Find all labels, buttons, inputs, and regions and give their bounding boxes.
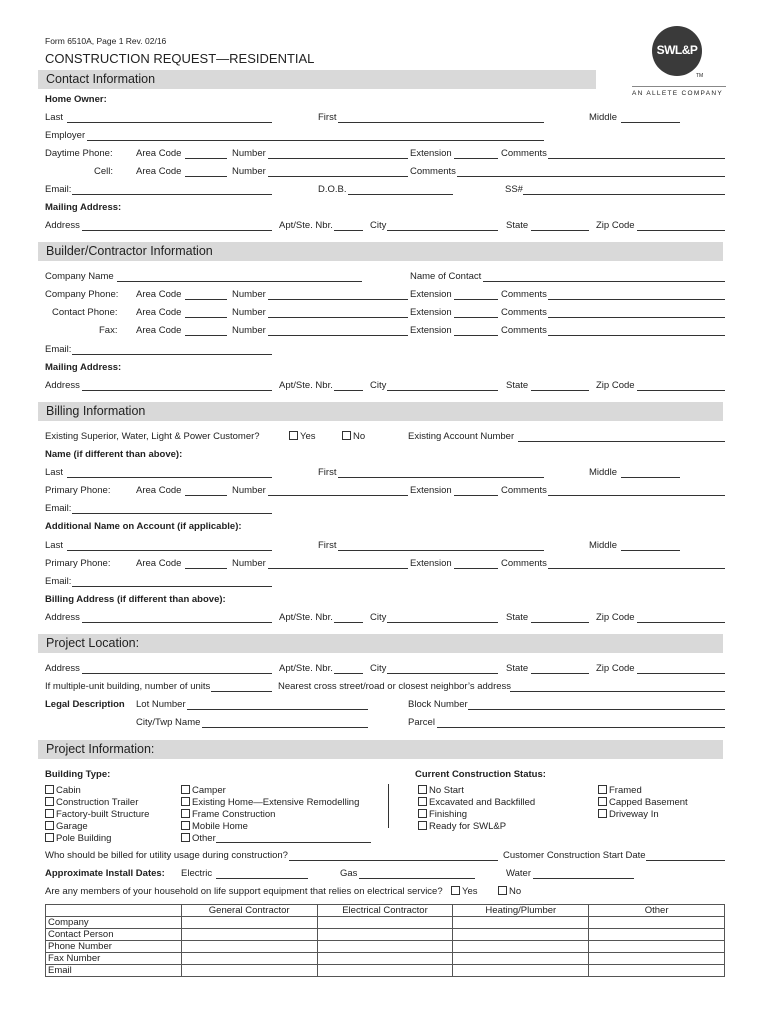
section-title: Contact Information: [46, 72, 156, 86]
fax-area-code-field[interactable]: [185, 335, 227, 336]
additional-first-field[interactable]: [338, 550, 544, 551]
comments-label: Comments: [501, 289, 547, 300]
legal-description-label: Legal Description: [45, 699, 125, 710]
building-type-other[interactable]: [181, 833, 216, 844]
form-number: Form 6510A, Page 1 Rev. 02/16: [45, 36, 167, 46]
extension-label: Extension: [410, 148, 452, 159]
checkbox-icon: [418, 821, 427, 830]
state-label: State: [506, 380, 529, 391]
life-support-no[interactable]: [498, 886, 521, 897]
billing-number-field[interactable]: [268, 495, 408, 496]
area-code-label: Area Code: [136, 289, 182, 300]
company-comments-field[interactable]: [548, 299, 725, 300]
electric-date-field[interactable]: [216, 878, 308, 879]
fax-comments-field[interactable]: [548, 335, 725, 336]
table-cell[interactable]: [317, 941, 453, 953]
water-date-field[interactable]: [533, 878, 634, 879]
name-if-different-heading: Name (if different than above):: [45, 449, 183, 460]
cell-comments-field[interactable]: [457, 176, 725, 177]
email-label: Email:: [45, 503, 72, 514]
parcel-field[interactable]: [437, 727, 725, 728]
middle-label: Middle: [589, 467, 617, 478]
checkbox-icon: [289, 431, 298, 440]
location-zip-field[interactable]: [637, 673, 725, 674]
fax-extension-field[interactable]: [454, 335, 498, 336]
location-state-field[interactable]: [531, 673, 589, 674]
last-label: Last: [45, 112, 63, 123]
checkbox-icon: [598, 809, 607, 818]
builder-email-field[interactable]: [72, 354, 272, 355]
checkbox-icon: [45, 785, 54, 794]
table-header: Heating/Plumber: [453, 905, 589, 917]
additional-email-field[interactable]: [72, 586, 272, 587]
contractor-table: [45, 904, 725, 977]
option-label: Cabin: [56, 785, 81, 796]
existing-customer-no[interactable]: [342, 431, 365, 442]
table-cell[interactable]: [317, 953, 453, 965]
location-address-field[interactable]: [82, 673, 272, 674]
company-logo: [652, 26, 702, 76]
extension-label: Extension: [410, 307, 452, 318]
checkbox-icon: [342, 431, 351, 440]
option-label: Factory-built Structure: [56, 809, 150, 820]
current-status-heading: Current Construction Status:: [415, 769, 546, 780]
table-header: [46, 905, 182, 917]
builder-apt-field[interactable]: [334, 390, 363, 391]
billing-extension-field[interactable]: [454, 495, 498, 496]
electric-label: Electric: [181, 868, 213, 879]
checkbox-icon: [45, 833, 54, 842]
employer-field[interactable]: [87, 140, 544, 141]
company-number-field[interactable]: [268, 299, 408, 300]
checkbox-icon: [181, 833, 190, 842]
state-field[interactable]: [531, 230, 589, 231]
block-number-label: Block Number: [408, 699, 468, 710]
area-code-label: Area Code: [136, 307, 182, 318]
additional-name-heading: Additional Name on Account (if applicable):: [45, 521, 242, 532]
option-label: Finishing: [429, 809, 468, 820]
existing-account-label: Existing Account Number: [408, 431, 515, 442]
building-type-other-field[interactable]: [216, 842, 371, 843]
lot-number-field[interactable]: [187, 709, 368, 710]
additional-comments-field[interactable]: [548, 568, 725, 569]
option-label: Excavated and Backfilled: [429, 797, 536, 808]
city-twp-label: City/Twp Name: [136, 717, 201, 728]
checkbox-icon: [598, 785, 607, 794]
dob-field[interactable]: [348, 194, 453, 195]
middle-label: Middle: [589, 540, 617, 551]
install-dates-label: Approximate Install Dates:: [45, 868, 165, 879]
area-code-label: Area Code: [136, 558, 182, 569]
multi-unit-field[interactable]: [211, 691, 272, 692]
checkbox-icon: [418, 797, 427, 806]
table-header: General Contractor: [181, 905, 317, 917]
section-title: Project Location:: [46, 636, 140, 650]
apt-label: Apt/Ste. Nbr.: [279, 380, 333, 391]
existing-account-field[interactable]: [518, 441, 725, 442]
lot-number-label: Lot Number: [136, 699, 186, 710]
extension-label: Extension: [410, 558, 452, 569]
section-title: Project Information:: [46, 742, 155, 756]
existing-customer-yes[interactable]: [289, 431, 316, 442]
checkbox-icon: [498, 886, 507, 895]
billing-middle-field[interactable]: [621, 477, 680, 478]
status-framed[interactable]: [598, 785, 642, 796]
table-cell[interactable]: [181, 917, 317, 929]
additional-area-code-field[interactable]: [185, 568, 227, 569]
row-label: Contact Person: [46, 929, 182, 941]
page-title: CONSTRUCTION REQUEST—RESIDENTIAL: [45, 51, 315, 66]
comments-label: Comments: [501, 307, 547, 318]
cell-label: Cell:: [94, 166, 114, 177]
cell-area-code-field[interactable]: [185, 176, 227, 177]
dob-label: D.O.B.: [318, 184, 347, 195]
company-name-field[interactable]: [117, 281, 362, 282]
yes-label: Yes: [300, 431, 316, 442]
building-type-mobile-home[interactable]: [181, 821, 248, 832]
option-label: Camper: [192, 785, 226, 796]
checkbox-icon: [45, 809, 54, 818]
no-label: No: [509, 886, 522, 897]
parcel-label: Parcel: [408, 717, 435, 728]
company-area-code-field[interactable]: [185, 299, 227, 300]
apt-label: Apt/Ste. Nbr.: [279, 612, 333, 623]
number-label: Number: [232, 307, 266, 318]
table-cell[interactable]: [181, 953, 317, 965]
billing-comments-field[interactable]: [548, 495, 725, 496]
zip-field[interactable]: [637, 230, 725, 231]
table-cell[interactable]: [453, 917, 589, 929]
table-cell[interactable]: [181, 941, 317, 953]
building-type-heading: Building Type:: [45, 769, 111, 780]
email-label: Email:: [45, 344, 72, 355]
column-divider: [388, 784, 389, 828]
address-label: Address: [45, 380, 80, 391]
number-label: Number: [232, 558, 266, 569]
contact-extension-field[interactable]: [454, 317, 498, 318]
logo-text: SWL&P: [656, 43, 698, 57]
apt-label: Apt/Ste. Nbr.: [279, 220, 333, 231]
middle-name-field[interactable]: [621, 122, 680, 123]
option-label: Driveway In: [609, 809, 659, 820]
table-cell[interactable]: [589, 929, 725, 941]
name-of-contact-field[interactable]: [483, 281, 725, 282]
life-support-yes[interactable]: [451, 886, 478, 897]
city-twp-field[interactable]: [202, 727, 368, 728]
comments-label: Comments: [410, 166, 456, 177]
employer-label: Employer: [45, 130, 86, 141]
billing-address-field[interactable]: [82, 622, 272, 623]
additional-middle-field[interactable]: [621, 550, 680, 551]
daytime-comments-field[interactable]: [548, 158, 725, 159]
logo-tagline: AN ALLETE COMPANY: [632, 90, 723, 97]
daytime-phone-label: Daytime Phone:: [45, 148, 113, 159]
status-ready[interactable]: [418, 821, 506, 832]
comments-label: Comments: [501, 558, 547, 569]
nearest-cross-label: Nearest cross street/road or closest neighbor’s address: [278, 681, 512, 692]
status-capped-basement[interactable]: [598, 797, 688, 808]
nearest-cross-field[interactable]: [510, 691, 725, 692]
number-label: Number: [232, 325, 266, 336]
row-label: Company: [46, 917, 182, 929]
area-code-label: Area Code: [136, 325, 182, 336]
option-label: Garage: [56, 821, 88, 832]
section-billing: [38, 402, 723, 421]
life-support-label: Are any members of your household on life support equipment that relies on electrical service?: [45, 886, 443, 897]
address-label: Address: [45, 220, 80, 231]
last-label: Last: [45, 467, 63, 478]
daytime-area-code-field[interactable]: [185, 158, 227, 159]
fax-number-field[interactable]: [268, 335, 408, 336]
city-label: City: [370, 220, 387, 231]
builder-city-field[interactable]: [387, 390, 498, 391]
who-billed-label: Who should be billed for utility usage during construction?: [45, 850, 288, 861]
existing-customer-label: Existing Superior, Water, Light & Power Customer?: [45, 431, 260, 442]
billing-city-field[interactable]: [387, 622, 498, 623]
last-name-field[interactable]: [67, 122, 272, 123]
billing-area-code-field[interactable]: [185, 495, 227, 496]
building-type-pole-building[interactable]: [45, 833, 111, 844]
option-label: Mobile Home: [192, 821, 248, 832]
home-owner-heading: Home Owner:: [45, 94, 107, 105]
comments-label: Comments: [501, 485, 547, 496]
building-type-cabin[interactable]: [45, 785, 81, 796]
apt-field[interactable]: [334, 230, 363, 231]
who-billed-field[interactable]: [289, 860, 498, 861]
address-label: Address: [45, 663, 80, 674]
checkbox-icon: [45, 821, 54, 830]
area-code-label: Area Code: [136, 166, 182, 177]
first-label: First: [318, 467, 337, 478]
comments-label: Comments: [501, 148, 547, 159]
option-label: Pole Building: [56, 833, 112, 844]
table-cell[interactable]: [317, 929, 453, 941]
table-row: [46, 953, 725, 965]
table-row: [46, 965, 725, 977]
water-label: Water: [506, 868, 531, 879]
extension-label: Extension: [410, 289, 452, 300]
ssn-label: SS#: [505, 184, 523, 195]
yes-label: Yes: [462, 886, 478, 897]
table-cell[interactable]: [181, 929, 317, 941]
table-cell[interactable]: [589, 953, 725, 965]
builder-address-field[interactable]: [82, 390, 272, 391]
building-type-factory-built[interactable]: [45, 809, 149, 820]
row-label: Phone Number: [46, 941, 182, 953]
section-project: [38, 740, 723, 759]
option-label: Existing Home—Extensive Remodelling: [192, 797, 360, 808]
city-label: City: [370, 612, 387, 623]
company-name-label: Company Name: [45, 271, 114, 282]
mailing-address-heading: Mailing Address:: [45, 202, 122, 213]
daytime-extension-field[interactable]: [454, 158, 498, 159]
first-label: First: [318, 112, 337, 123]
checkbox-icon: [598, 797, 607, 806]
status-no-start[interactable]: [418, 785, 464, 796]
cell-number-field[interactable]: [268, 176, 408, 177]
billing-first-field[interactable]: [338, 477, 544, 478]
table-cell[interactable]: [589, 941, 725, 953]
table-header: Electrical Contractor: [317, 905, 453, 917]
additional-extension-field[interactable]: [454, 568, 498, 569]
state-label: State: [506, 612, 529, 623]
extension-label: Extension: [410, 325, 452, 336]
table-header-row: [46, 905, 725, 917]
address-field[interactable]: [82, 230, 272, 231]
logo-rule: [632, 86, 726, 87]
section-title: Billing Information: [46, 404, 146, 418]
multi-unit-label: If multiple-unit building, number of units: [45, 681, 211, 692]
location-city-field[interactable]: [387, 673, 498, 674]
block-number-field[interactable]: [468, 709, 725, 710]
primary-phone-label: Primary Phone:: [45, 558, 111, 569]
zip-label: Zip Code: [596, 663, 635, 674]
table-cell[interactable]: [589, 917, 725, 929]
zip-label: Zip Code: [596, 220, 635, 231]
customer-start-label: Customer Construction Start Date: [503, 850, 646, 861]
status-finishing[interactable]: [418, 809, 467, 820]
section-location: [38, 634, 723, 653]
building-type-construction-trailer[interactable]: [45, 797, 138, 808]
table-cell[interactable]: [317, 917, 453, 929]
building-type-existing-home[interactable]: [181, 797, 359, 808]
row-label: Fax Number: [46, 953, 182, 965]
table-row: [46, 941, 725, 953]
city-field[interactable]: [387, 230, 498, 231]
table-cell[interactable]: [453, 965, 589, 977]
table-cell[interactable]: [317, 965, 453, 977]
last-label: Last: [45, 540, 63, 551]
section-builder: [38, 242, 723, 261]
first-label: First: [318, 540, 337, 551]
contact-comments-field[interactable]: [548, 317, 725, 318]
fax-label: Fax:: [99, 325, 118, 336]
option-label: No Start: [429, 785, 464, 796]
billing-apt-field[interactable]: [334, 622, 363, 623]
ssn-field[interactable]: [523, 194, 725, 195]
name-of-contact-label: Name of Contact: [410, 271, 482, 282]
option-label: Framed: [609, 785, 642, 796]
checkbox-icon: [451, 886, 460, 895]
contact-area-code-field[interactable]: [185, 317, 227, 318]
zip-label: Zip Code: [596, 380, 635, 391]
billing-email-field[interactable]: [72, 513, 272, 514]
billing-state-field[interactable]: [531, 622, 589, 623]
section-title: Builder/Contractor Information: [46, 244, 213, 258]
checkbox-icon: [181, 821, 190, 830]
table-cell[interactable]: [453, 953, 589, 965]
email-field[interactable]: [72, 194, 272, 195]
billing-zip-field[interactable]: [637, 622, 725, 623]
option-label: Other: [192, 833, 216, 844]
state-label: State: [506, 220, 529, 231]
extension-label: Extension: [410, 485, 452, 496]
option-label: Frame Construction: [192, 809, 276, 820]
primary-phone-label: Primary Phone:: [45, 485, 111, 496]
table-cell[interactable]: [453, 941, 589, 953]
mailing-address-heading: Mailing Address:: [45, 362, 122, 373]
checkbox-icon: [181, 797, 190, 806]
builder-state-field[interactable]: [531, 390, 589, 391]
table-header: Other: [589, 905, 725, 917]
zip-label: Zip Code: [596, 612, 635, 623]
number-label: Number: [232, 289, 266, 300]
company-extension-field[interactable]: [454, 299, 498, 300]
row-label: Email: [46, 965, 182, 977]
option-label: Ready for SWL&P: [429, 821, 507, 832]
comments-label: Comments: [501, 325, 547, 336]
option-label: Construction Trailer: [56, 797, 139, 808]
building-type-garage[interactable]: [45, 821, 88, 832]
status-excavated[interactable]: [418, 797, 535, 808]
building-type-camper[interactable]: [181, 785, 226, 796]
first-name-field[interactable]: [338, 122, 544, 123]
status-driveway-in[interactable]: [598, 809, 659, 820]
state-label: State: [506, 663, 529, 674]
contact-number-field[interactable]: [268, 317, 408, 318]
billing-address-heading: Billing Address (if different than above):: [45, 594, 226, 605]
table-cell[interactable]: [181, 965, 317, 977]
section-contact: [38, 70, 596, 89]
city-label: City: [370, 663, 387, 674]
area-code-label: Area Code: [136, 148, 182, 159]
building-type-frame-construction[interactable]: [181, 809, 275, 820]
apt-label: Apt/Ste. Nbr.: [279, 663, 333, 674]
company-phone-label: Company Phone:: [45, 289, 119, 300]
checkbox-icon: [418, 785, 427, 794]
location-apt-field[interactable]: [334, 673, 363, 674]
billing-last-field[interactable]: [67, 477, 272, 478]
checkbox-icon: [45, 797, 54, 806]
additional-number-field[interactable]: [268, 568, 408, 569]
logo-tm: TM: [696, 73, 704, 79]
address-label: Address: [45, 612, 80, 623]
city-label: City: [370, 380, 387, 391]
table-row: [46, 917, 725, 929]
checkbox-icon: [181, 785, 190, 794]
additional-last-field[interactable]: [67, 550, 272, 551]
customer-start-field[interactable]: [646, 860, 725, 861]
email-label: Email:: [45, 184, 72, 195]
checkbox-icon: [181, 809, 190, 818]
table-cell[interactable]: [589, 965, 725, 977]
gas-label: Gas: [340, 868, 358, 879]
number-label: Number: [232, 148, 266, 159]
option-label: Capped Basement: [609, 797, 688, 808]
table-cell[interactable]: [453, 929, 589, 941]
number-label: Number: [232, 166, 266, 177]
checkbox-icon: [418, 809, 427, 818]
email-label: Email:: [45, 576, 72, 587]
area-code-label: Area Code: [136, 485, 182, 496]
no-label: No: [353, 431, 366, 442]
contact-phone-label: Contact Phone:: [52, 307, 118, 318]
number-label: Number: [232, 485, 266, 496]
builder-zip-field[interactable]: [637, 390, 725, 391]
middle-label: Middle: [589, 112, 617, 123]
gas-date-field[interactable]: [359, 878, 475, 879]
daytime-number-field[interactable]: [268, 158, 408, 159]
table-row: [46, 929, 725, 941]
